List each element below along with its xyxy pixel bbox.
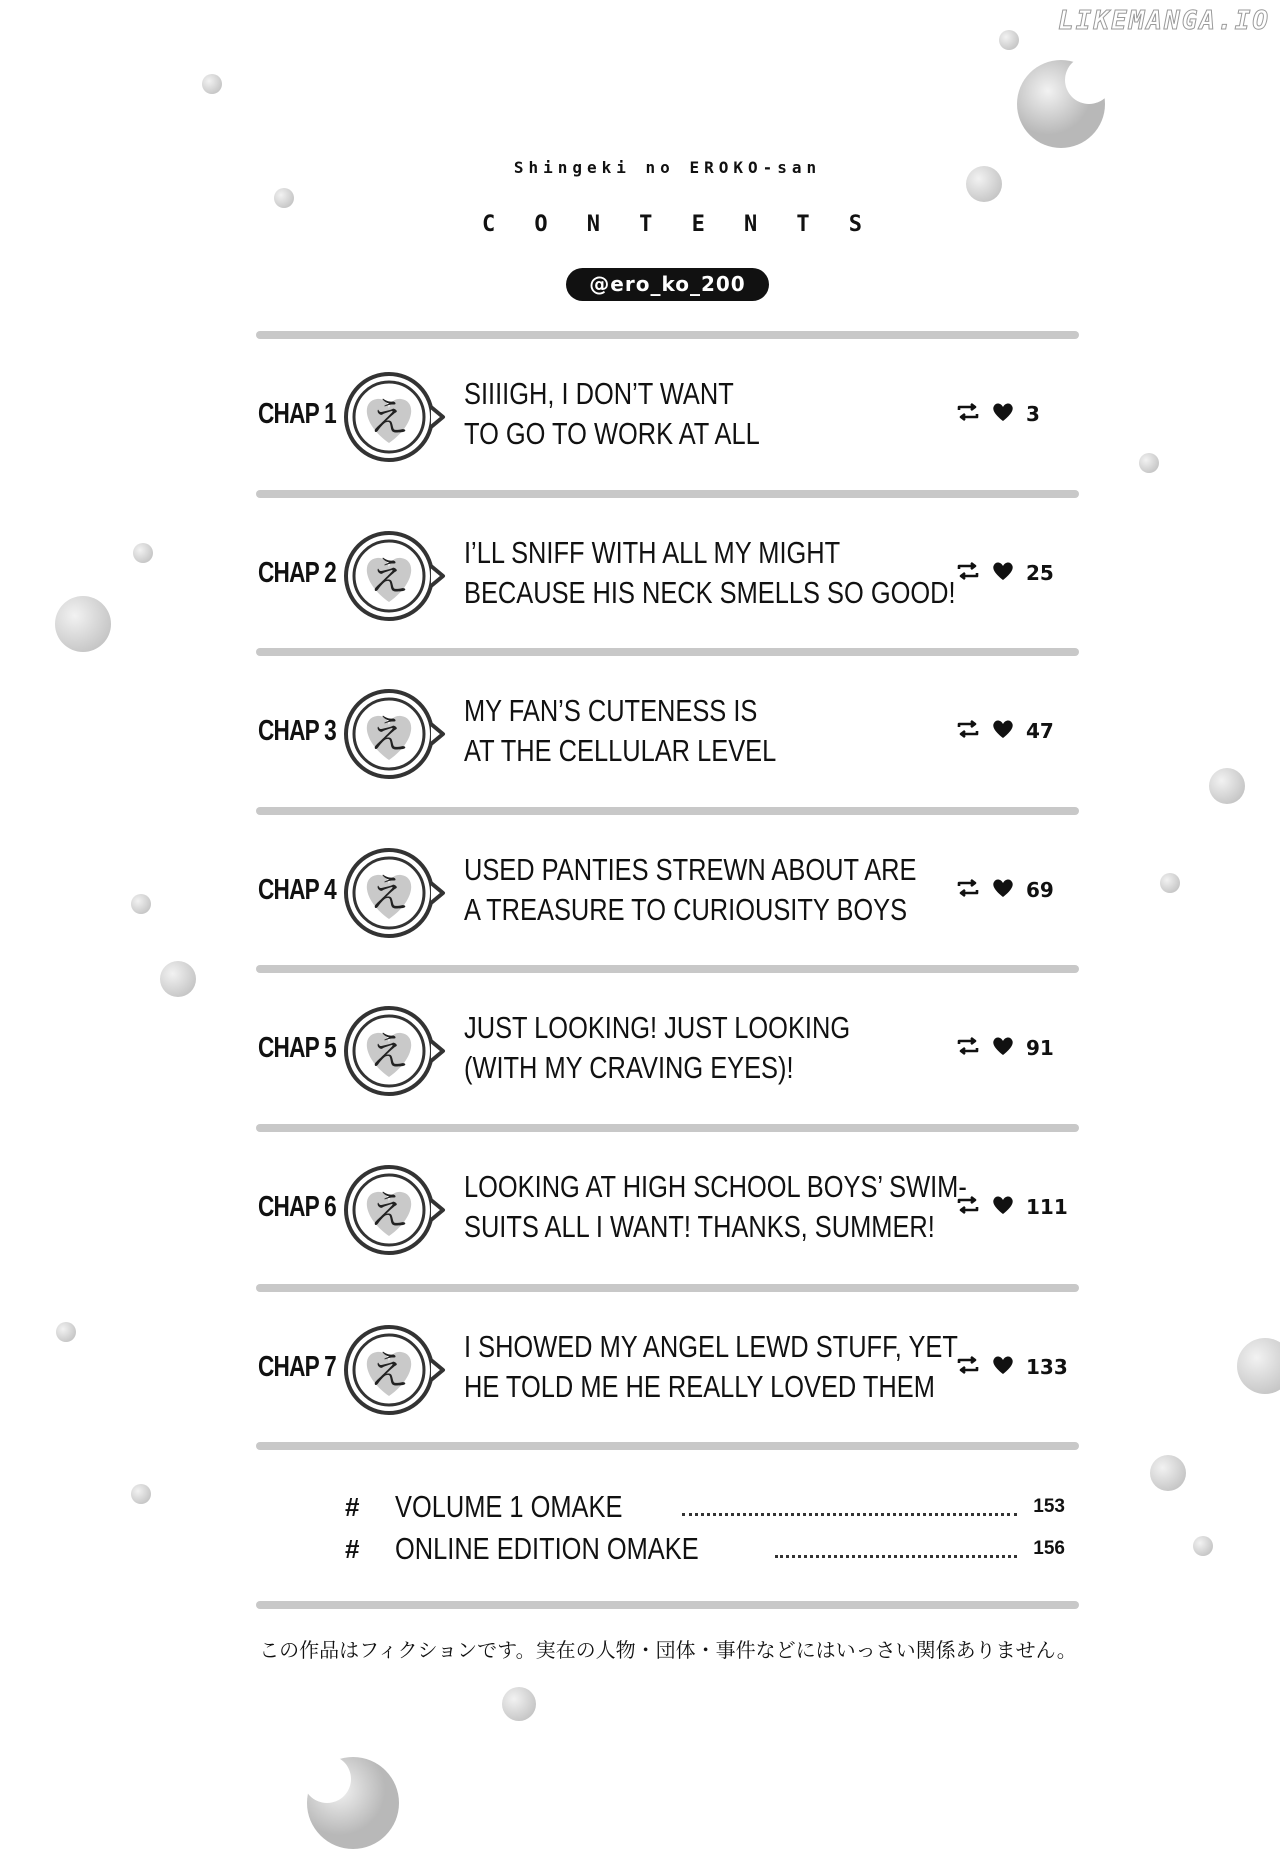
speech-bubble-e-icon: [343, 530, 447, 634]
chapter-title: [464, 691, 849, 771]
chapter-title: [464, 850, 917, 930]
decor-dot: [274, 188, 294, 208]
chapter-title: [464, 1327, 958, 1407]
decor-dot: [1160, 873, 1180, 893]
heart-icon[interactable]: [992, 561, 1014, 586]
bubble-glyph: え: [369, 1188, 409, 1234]
contents-heading: [482, 212, 862, 237]
chapter-row[interactable]: [256, 1292, 1079, 1442]
like-count: 133: [1026, 1355, 1068, 1379]
dotted-leader: [775, 1541, 1017, 1558]
bubble-glyph: え: [369, 1029, 409, 1075]
divider: [256, 648, 1079, 656]
chapter-stats: [956, 498, 1076, 648]
chapter-row[interactable]: [256, 973, 1079, 1123]
extra-row[interactable]: [345, 1529, 1065, 1569]
chapter-stats: [956, 656, 1076, 806]
contents-letter: S: [848, 212, 862, 237]
divider: [256, 1601, 1079, 1609]
divider: [256, 1284, 1079, 1292]
chapter-title-line: BECAUSE HIS NECK SMELLS SO GOOD!: [464, 575, 956, 610]
chapter-stats: [956, 1292, 1076, 1442]
divider: [256, 965, 1079, 973]
hash-mark: #: [345, 1533, 360, 1564]
decor-dot: [160, 961, 196, 997]
chapter-title-line: USED PANTIES STREWN ABOUT ARE: [464, 852, 917, 887]
decor-dot: [202, 74, 222, 94]
decor-dot: [1139, 453, 1159, 473]
decor-dot: [56, 1322, 76, 1342]
divider: [256, 490, 1079, 498]
divider: [256, 1124, 1079, 1132]
extra-title: ONLINE EDITION OMAKE: [395, 1531, 699, 1566]
contents-letter: N: [743, 212, 758, 237]
repost-icon[interactable]: [956, 1355, 980, 1380]
chapter-label: CHAP 3: [258, 714, 336, 747]
chapter-label: CHAP 5: [258, 1031, 336, 1064]
chapter-title: [464, 533, 956, 613]
chapter-label: CHAP 7: [258, 1350, 336, 1383]
contents-letter: C: [482, 212, 496, 237]
heart-icon[interactable]: [992, 402, 1014, 427]
hash-mark: #: [345, 1491, 360, 1522]
chapter-title: [464, 1167, 967, 1247]
chapter-title-line: I’LL SNIFF WITH ALL MY MIGHT: [464, 535, 841, 570]
chapter-title-line: LOOKING AT HIGH SCHOOL BOYS’ SWIM-: [464, 1169, 967, 1204]
chapter-title-line: A TREASURE TO CURIOUSITY BOYS: [464, 892, 908, 927]
repost-icon[interactable]: [956, 402, 980, 427]
contents-letter: E: [691, 212, 705, 237]
heart-icon[interactable]: [992, 719, 1014, 744]
heart-icon[interactable]: [992, 1355, 1014, 1380]
decor-dot: [999, 30, 1019, 50]
decor-dot: [1150, 1455, 1186, 1491]
extra-title: VOLUME 1 OMAKE: [395, 1489, 623, 1524]
like-count: 69: [1026, 878, 1054, 902]
chapter-label: CHAP 6: [258, 1190, 336, 1223]
heart-icon[interactable]: [992, 878, 1014, 903]
chapter-title-line: HE TOLD ME HE REALLY LOVED THEM: [464, 1369, 935, 1404]
like-count: 3: [1026, 402, 1040, 426]
like-count: 47: [1026, 719, 1054, 743]
chapter-row[interactable]: [256, 498, 1079, 648]
decor-dot: [131, 894, 151, 914]
chapter-label: CHAP 4: [258, 873, 336, 906]
divider: [256, 1442, 1079, 1450]
page-number: 153: [1033, 1496, 1065, 1517]
contents-letter: T: [639, 212, 653, 237]
extra-row[interactable]: [345, 1487, 1065, 1527]
contents-letter: T: [796, 212, 810, 237]
chapter-title-line: TO GO TO WORK AT ALL: [464, 416, 760, 451]
repost-icon[interactable]: [956, 719, 980, 744]
like-count: 25: [1026, 561, 1054, 585]
speech-bubble-e-icon: [343, 1164, 447, 1268]
repost-icon[interactable]: [956, 1036, 980, 1061]
chapter-row[interactable]: [256, 339, 1079, 489]
chapter-title-line: SUITS ALL I WANT! THANKS, SUMMER!: [464, 1209, 935, 1244]
chapter-stats: [956, 339, 1076, 489]
decor-dot: [131, 1484, 151, 1504]
watermark: LIKEMANGA.IO: [1058, 6, 1270, 36]
bubble-glyph: え: [369, 395, 409, 441]
repost-icon[interactable]: [956, 561, 980, 586]
decor-dot: [502, 1687, 536, 1721]
bubble-glyph: え: [369, 1348, 409, 1394]
like-count: 91: [1026, 1036, 1054, 1060]
heart-icon[interactable]: [992, 1036, 1014, 1061]
speech-bubble-e-icon: [343, 688, 447, 792]
chapter-title-line: I SHOWED MY ANGEL LEWD STUFF, YET: [464, 1329, 958, 1364]
chapter-row[interactable]: [256, 815, 1079, 965]
chapter-row[interactable]: [256, 1132, 1079, 1282]
contents-letter: O: [534, 212, 548, 237]
chapter-label: CHAP 2: [258, 556, 336, 589]
decor-dot: [1209, 768, 1245, 804]
decor-dot: [55, 596, 111, 652]
decor-dot: [1193, 1536, 1213, 1556]
twitter-handle-badge: @ero_ko_200: [566, 268, 769, 301]
bubble-glyph: え: [369, 871, 409, 917]
repost-icon[interactable]: [956, 1195, 980, 1220]
dotted-leader: [682, 1499, 1017, 1516]
chapter-title: [464, 1008, 849, 1088]
chapter-title-line: MY FAN’S CUTENESS IS: [464, 693, 758, 728]
chapter-title-line: SIIIIGH, I DON’T WANT: [464, 376, 734, 411]
speech-bubble-e-icon: [343, 847, 447, 951]
divider: [256, 807, 1079, 815]
chapter-row[interactable]: [256, 656, 1079, 806]
chapter-title-line: AT THE CELLULAR LEVEL: [464, 733, 777, 768]
divider: [256, 331, 1079, 339]
crescent-moon-icon: [305, 1755, 401, 1851]
decor-dot: [1237, 1338, 1280, 1394]
chapter-stats: [956, 1132, 1076, 1282]
decor-dot: [133, 543, 153, 563]
fiction-disclaimer: この作品はフィクションです。実在の人物・団体・事件などにはいっさい関係ありません。: [259, 1638, 1077, 1662]
bubble-glyph: え: [369, 554, 409, 600]
bubble-glyph: え: [369, 712, 409, 758]
contents-letter: N: [586, 212, 601, 237]
repost-icon[interactable]: [956, 878, 980, 903]
chapter-title-line: (WITH MY CRAVING EYES)!: [464, 1050, 794, 1085]
chapter-stats: [956, 815, 1076, 965]
like-count: 111: [1026, 1195, 1068, 1219]
chapter-stats: [956, 973, 1076, 1123]
crescent-moon-icon: [1015, 58, 1107, 150]
chapter-title: [464, 374, 849, 454]
chapter-title-line: JUST LOOKING! JUST LOOKING: [464, 1010, 851, 1045]
speech-bubble-e-icon: [343, 371, 447, 475]
page-number: 156: [1033, 1538, 1065, 1559]
speech-bubble-e-icon: [343, 1005, 447, 1109]
heart-icon[interactable]: [992, 1195, 1014, 1220]
chapter-label: CHAP 1: [258, 397, 336, 430]
series-title: Shingeki no EROKO-san: [513, 158, 822, 177]
speech-bubble-e-icon: [343, 1324, 447, 1428]
